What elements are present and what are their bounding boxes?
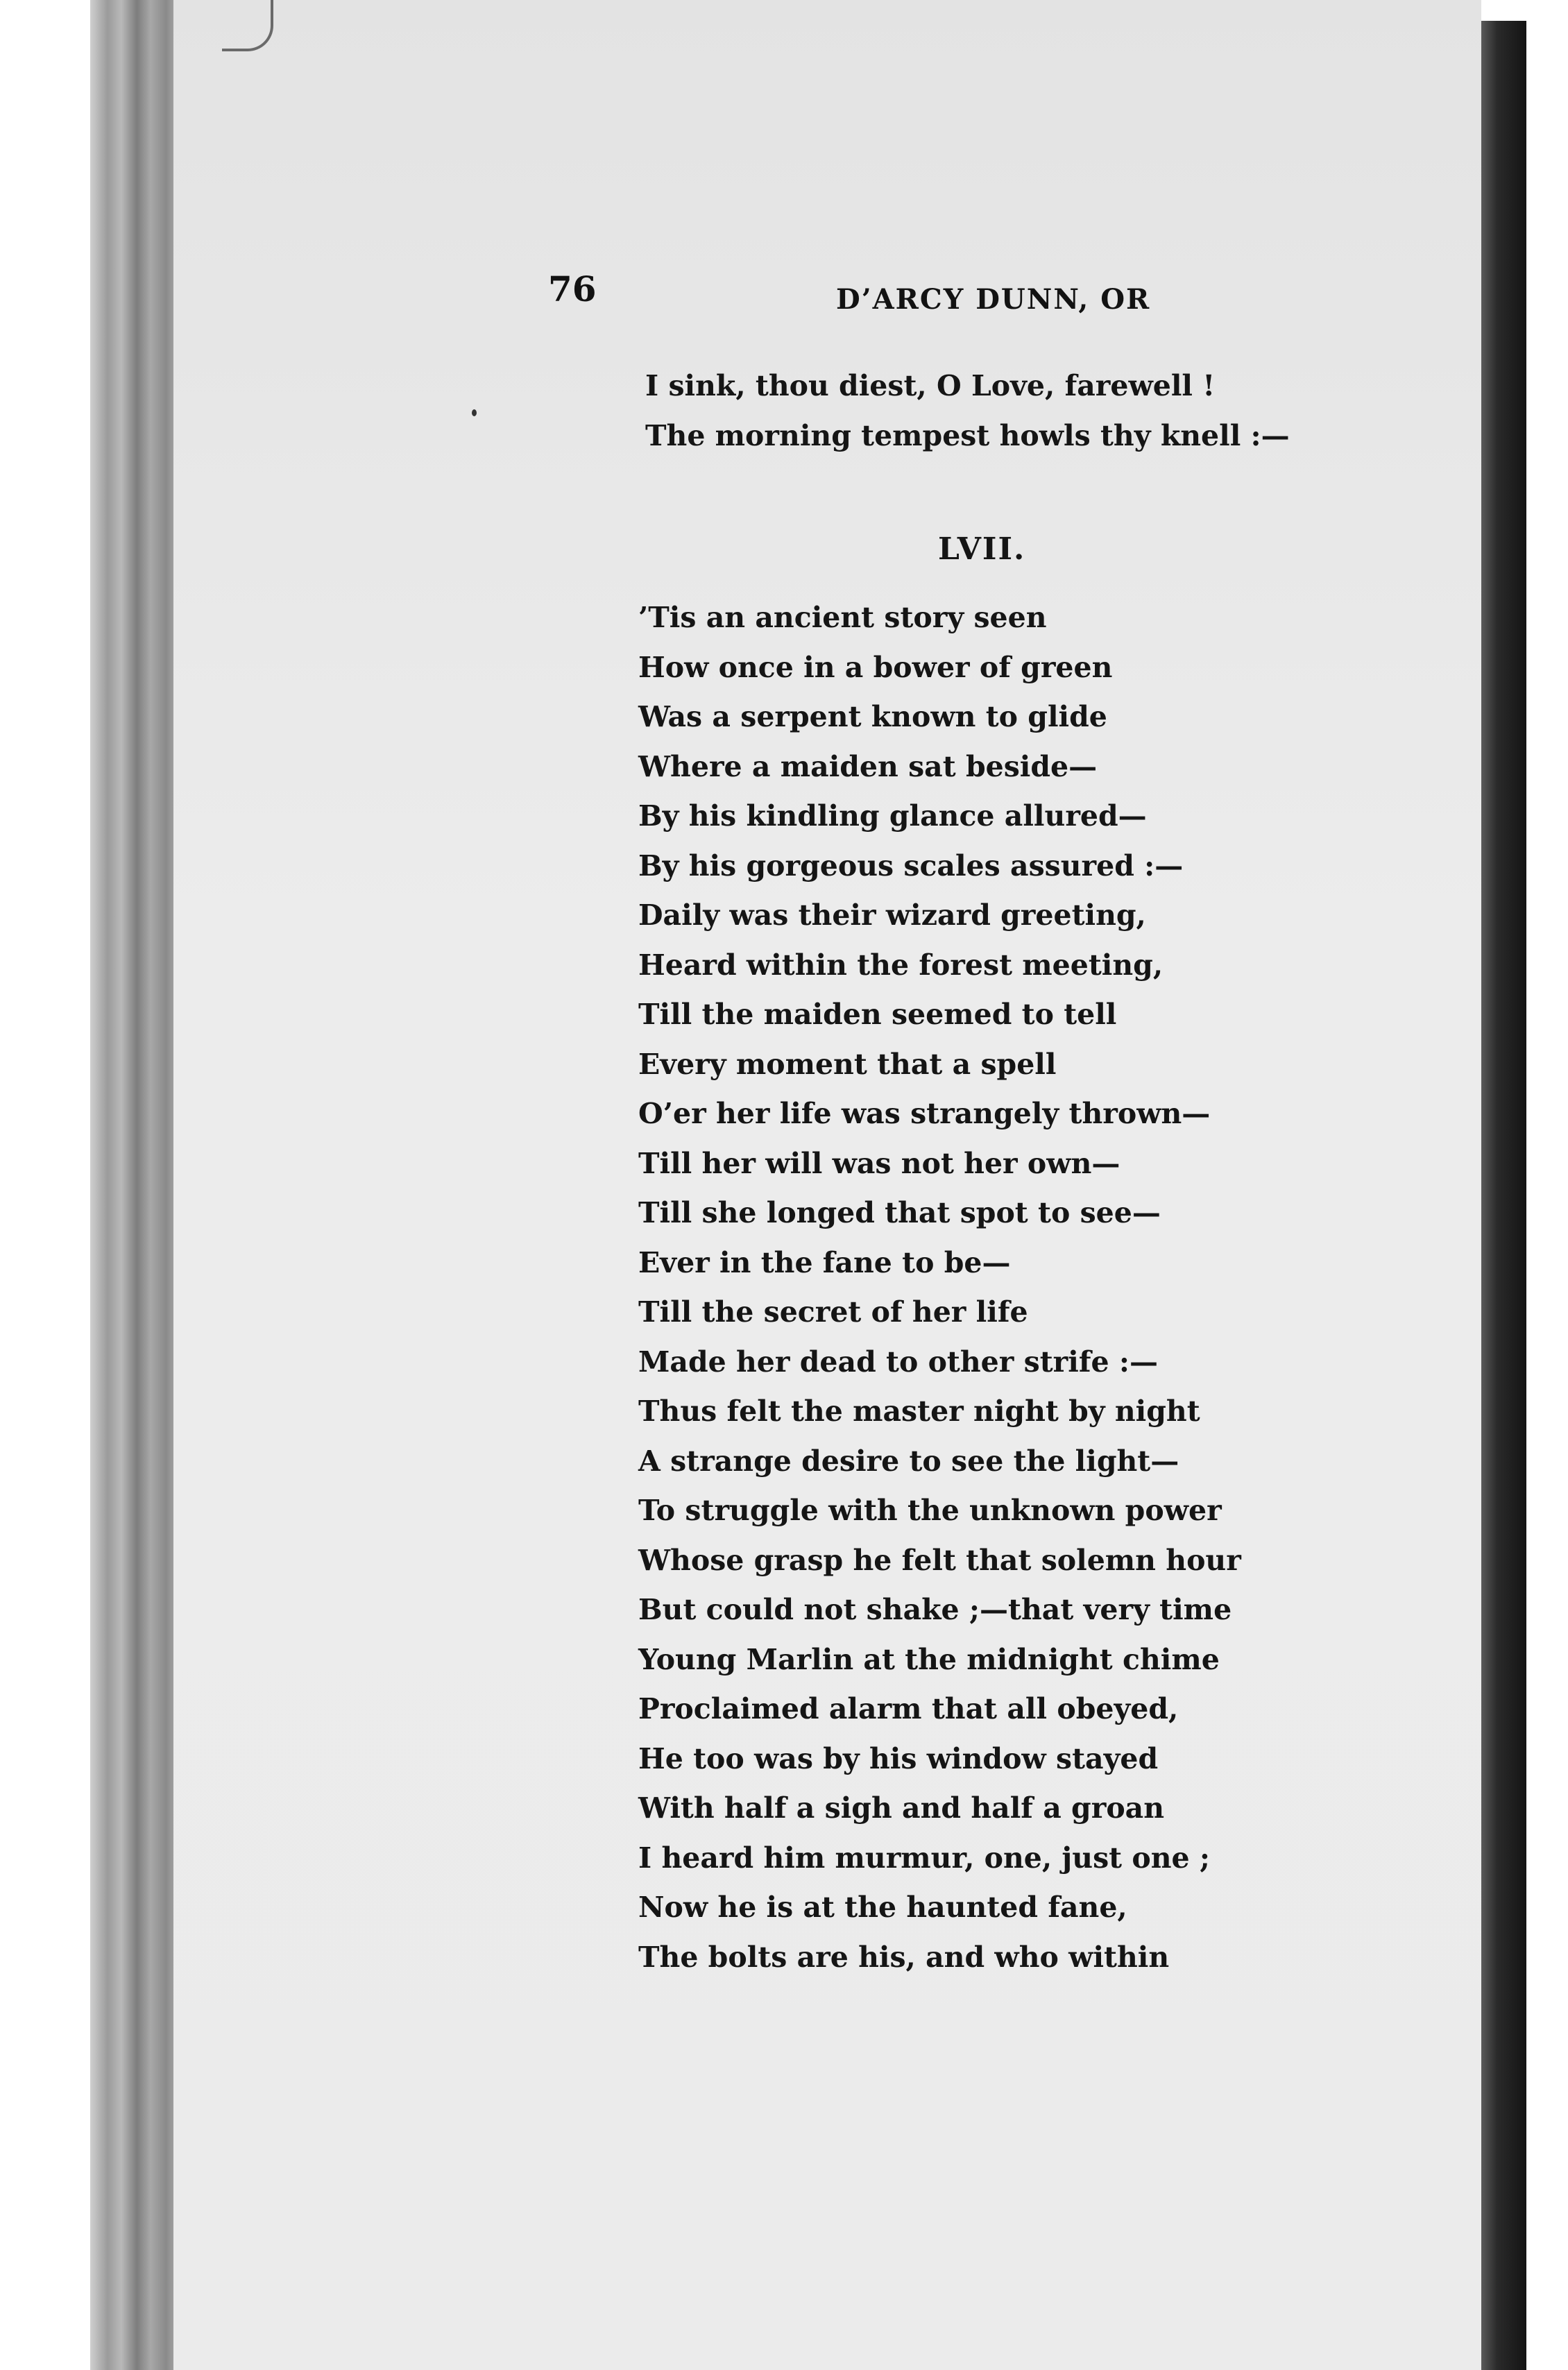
running-head: D’ARCY DUNN, OR (836, 283, 1151, 316)
verse-line: How once in a bower of green (638, 650, 1113, 684)
verse-line: To struggle with the unknown power (638, 1494, 1222, 1527)
verse-line: Where a maiden sat beside— (638, 749, 1098, 783)
verse-line: Young Marlin at the midnight chime (638, 1642, 1220, 1676)
page-corner-curl (222, 0, 273, 51)
book-edge (90, 0, 187, 2370)
verse-line: By his kindling glance allured— (638, 799, 1147, 833)
page-number: 76 (548, 268, 597, 309)
verse-line: By his gorgeous scales assured :— (638, 849, 1184, 883)
verse-line: The bolts are his, and who within (638, 1940, 1170, 1974)
verse-line: Till her will was not her own— (638, 1146, 1120, 1180)
verse-line: ’Tis an ancient story seen (638, 601, 1047, 634)
verse-line: But could not shake ;—that very time (638, 1593, 1232, 1626)
verse-line: Was a serpent known to glide (638, 700, 1107, 733)
verse-line: He too was by his window stayed (638, 1741, 1159, 1775)
verse-line: Every moment that a spell (638, 1047, 1057, 1081)
verse-line: A strange desire to see the light— (638, 1444, 1179, 1478)
verse-line: Proclaimed alarm that all obeyed, (638, 1692, 1179, 1725)
section-heading: LVII. (938, 531, 1026, 567)
verse-line: I heard him murmur, one, just one ; (638, 1841, 1211, 1875)
verse-line: Made her dead to other strife :— (638, 1345, 1158, 1379)
verse-line: Now he is at the haunted fane, (638, 1891, 1127, 1924)
verse-line: Ever in the fane to be— (638, 1245, 1011, 1279)
verse-line: Whose grasp he felt that solemn hour (638, 1543, 1241, 1577)
previous-stanza-ending (645, 361, 1290, 461)
verse-line: The morning tempest howls thy knell :— (645, 419, 1290, 452)
verse-line: I sink, thou diest, O Love, farewell ! (645, 369, 1216, 402)
ink-speck (472, 409, 477, 416)
verse-line: With half a sigh and half a groan (638, 1791, 1165, 1825)
verse-line: Till she longed that spot to see— (638, 1196, 1161, 1229)
verse-line: Till the maiden seemed to tell (638, 998, 1117, 1031)
verse-line: Heard within the forest meeting, (638, 948, 1164, 982)
stanza-lvii (638, 593, 1241, 1982)
verse-line: Daily was their wizard greeting, (638, 898, 1146, 932)
verse-line: Thus felt the master night by night (638, 1395, 1200, 1428)
page-binding-shadow (1481, 21, 1526, 2370)
verse-line: O’er her life was strangely thrown— (638, 1097, 1211, 1130)
verse-line: Till the secret of her life (638, 1295, 1028, 1329)
